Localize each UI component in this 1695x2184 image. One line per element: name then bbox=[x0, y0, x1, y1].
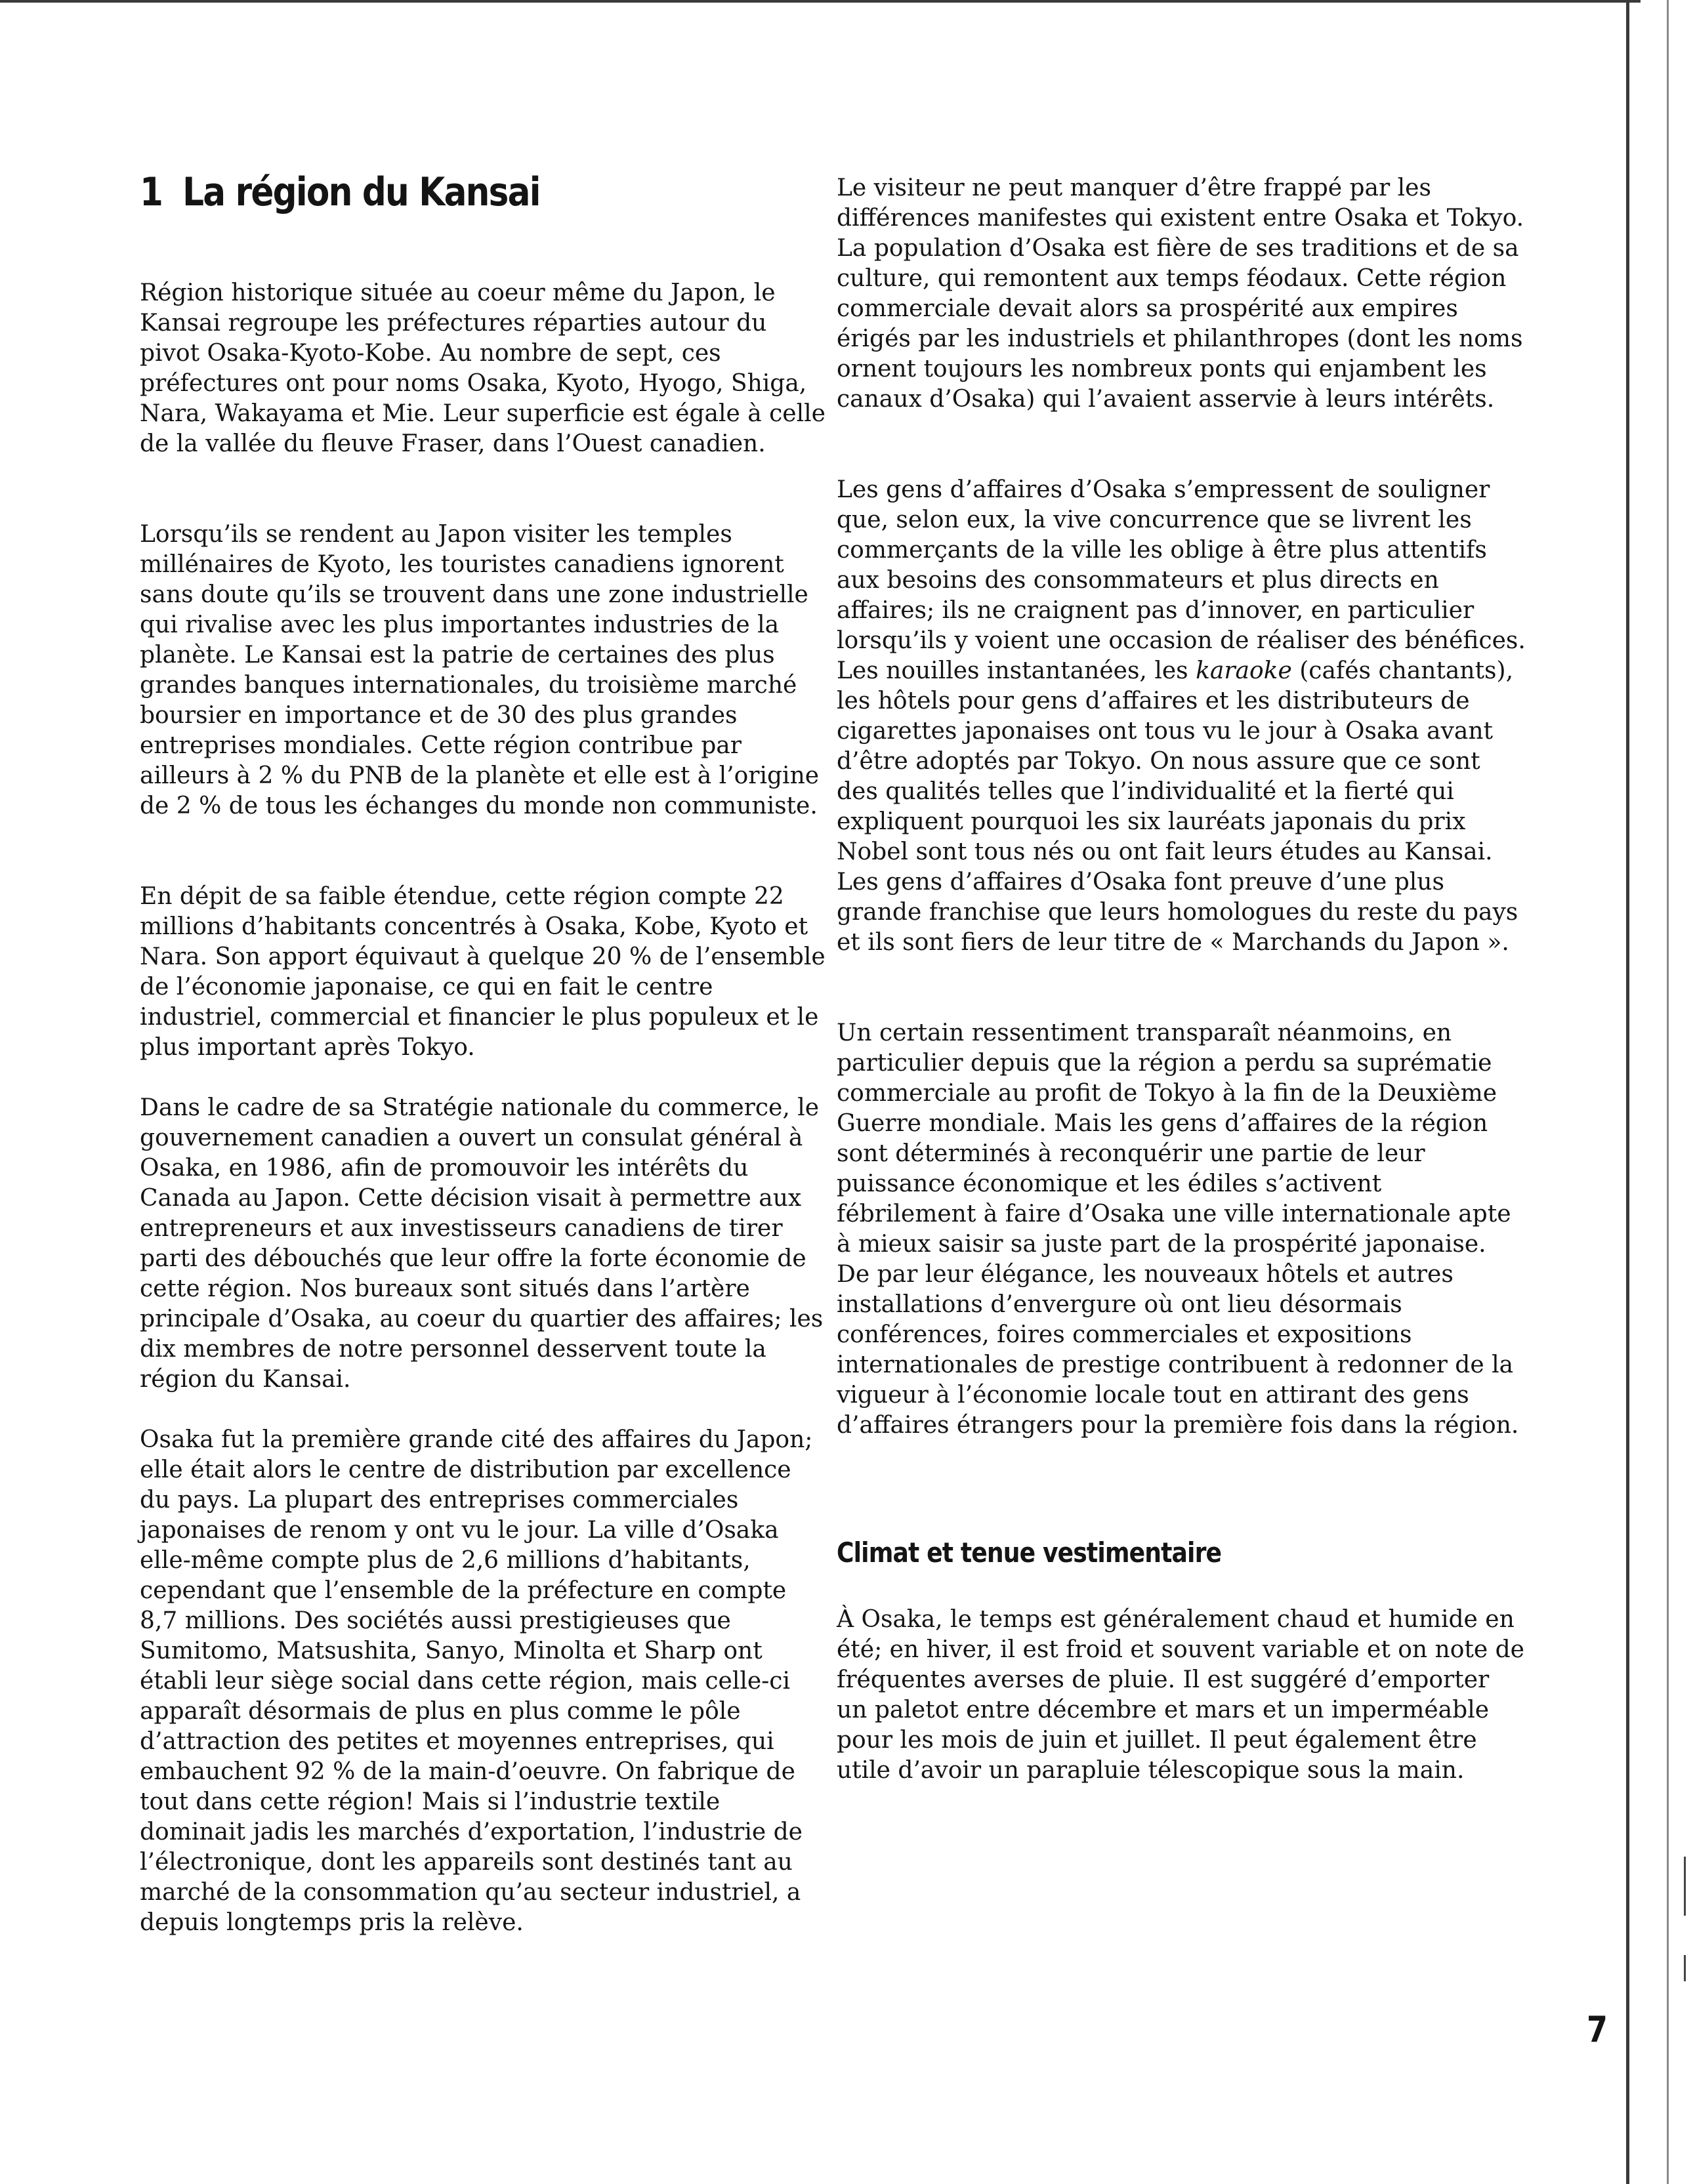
scan-top-edge bbox=[0, 0, 1641, 3]
scan-edge-mark bbox=[1684, 1857, 1686, 1916]
paragraph: À Osaka, le temps est généralement chaud et humide en été; en hiver, il est froid et souvent variable et on note de fréquentes averses de pluie. Il est suggéré d’emporter un paletot entre décembre et mars et un imperméable pour les mois de juin et juillet. Il peut également être utile d’avoir un parapluie télescopique sous la main. bbox=[837, 1606, 1524, 1784]
paragraph: Le visiteur ne peut manquer d’être frappé par les différences manifestes qui existent entre Osaka et Tokyo. La population d’Osaka est fière de ses traditions et de sa culture, qui remontent aux temps féodaux. Cette région commerciale devait alors sa prospérité aux empires érigés par les industriels et philanthropes (dont les noms ornent toujours les nombreux ponts qui enjambent les canaux d’Osaka) qui l’avaient asservie à leurs intérêts. bbox=[837, 175, 1524, 413]
section-number: 1 bbox=[140, 169, 163, 215]
paragraph: Lorsqu’ils se rendent au Japon visiter les temples millénaires de Kyoto, les touristes canadiens ignorent sans doute qu’ils se trouvent dans une zone industrielle qui rivalise avec les plus importantes industries de la planète. Le Kansai est la patrie de certaines des plus grandes banques internationales, du troisième marché boursier en importance et de 30 des plus grandes entreprises mondiales. Cette région contribue par ailleurs à 2 % du PNB de la planète et elle est à l’origine de 2 % de tous les échanges du monde non communiste. bbox=[140, 521, 820, 819]
paragraph: Dans le cadre de sa Stratégie nationale du commerce, le gouvernement canadien a ouvert un consulat général à Osaka, en 1986, afin de promouvoir les intérêts du Canada au Japon. Cette décision visait à permettre aux entrepreneurs et aux investisseurs canadiens de tirer parti des débouchés que leur offre la forte économie de cette région. Nos bureaux sont situés dans l’artère principale d’Osaka, au coeur du quartier des affaires; les dix membres de notre personnel desservent toute la région du Kansai. bbox=[140, 1094, 824, 1393]
paragraph: Région historique située au coeur même du Japon, le Kansai regroupe les préfectures réparties autour du pivot Osaka-Kyoto-Kobe. Au nombre de sept, ces préfectures ont pour noms Osaka, Kyoto, Hyogo, Shiga, Nara, Wakayama et Mie. Leur superficie est égale à celle de la vallée du fleuve Fraser, dans l’Ouest canadien. bbox=[140, 279, 826, 457]
page-number: 7 bbox=[1587, 2009, 1608, 2050]
paragraph: Les gens d’affaires d’Osaka s’empressent de souligner que, selon eux, la vive concurrence que se livrent les commerçants de la ville les oblige à être plus attentifs aux besoins des consommateurs et plus directs en affaires; ils ne craignent pas d’innover, en particulier lorsqu’ils y voient une occasion de réaliser des bénéfices. Les nouilles instantanées, les karaoke (cafés chantants), les hôtels pour gens d’affaires et les distributeurs de cigarettes japonaises ont tous vu le jour à Osaka avant d’être adoptés par Tokyo. On nous assure que ce sont des qualités telles que l’individualité et la fierté qui expliquent pourquoi les six lauréats japonais du prix Nobel sont tous nés ou ont fait leurs études au Kansai. Les gens d’affaires d’Osaka font preuve d’une plus grande franchise que leurs homologues du reste du pays et ils sont fiers de leur titre de « Marchands du Japon ». bbox=[837, 476, 1526, 956]
paragraph: Un certain ressentiment transparaît néanmoins, en particulier depuis que la région a perdu sa suprématie commerciale au profit de Tokyo à la fin de la Deuxième Guerre mondiale. Mais les gens d’affaires de la région sont déterminés à reconquérir une partie de leur puissance économique et les édiles s’activent fébrilement à faire d’Osaka une ville internationale apte à mieux saisir sa juste part de la prospérité japonaise. De par leur élégance, les nouveaux hôtels et autres installations d’envergure où ont lieu désormais conférences, foires commerciales et expositions internationales de prestige contribuent à redonner de la vigueur à l’économie locale tout en attirant des gens d’affaires étrangers pour la première fois dans la région. bbox=[837, 1020, 1519, 1439]
scan-edge-mark bbox=[1684, 1955, 1686, 1981]
paragraph: En dépit de sa faible étendue, cette région compte 22 millions d’habitants concentrés à Osaka, Kobe, Kyoto et Nara. Son apport équivaut à quelque 20 % de l’ensemble de l’économie japonaise, ce qui en fait le centre industriel, commercial et financier le plus populeux et le plus important après Tokyo. bbox=[140, 883, 826, 1061]
paragraph: Osaka fut la première grande cité des affaires du Japon; elle était alors le centre de distribution par excellence du pays. La plupart des entreprises commerciales japonaises de renom y ont vu le jour. La ville d’Osaka elle-même compte plus de 2,6 millions d’habitants, cependant que l’ensemble de la préfecture en compte 8,7 millions. Des sociétés aussi prestigieuses que Sumitomo, Matsushita, Sanyo, Minolta et Sharp ont établi leur siège social dans cette région, mais celle-ci apparaît désormais de plus en plus comme le pôle d’attraction des petites et moyennes entreprises, qui embauchent 92 % de la main-d’oeuvre. On fabrique de tout dans cette région! Mais si l’industrie textile dominait jadis les marchés d’exportation, l’industrie de l’électronique, dont les appareils sont destinés tant au marché de la consommation qu’au secteur industriel, a depuis longtemps pris la relève. bbox=[140, 1426, 813, 1936]
scan-right-edge-inner bbox=[1667, 0, 1669, 2184]
section-heading bbox=[140, 169, 540, 215]
section-title: La région du Kansai bbox=[182, 169, 540, 215]
subsection-heading: Climat et tenue vestimentaire bbox=[837, 1536, 1222, 1569]
scan-right-edge bbox=[1626, 0, 1629, 2184]
